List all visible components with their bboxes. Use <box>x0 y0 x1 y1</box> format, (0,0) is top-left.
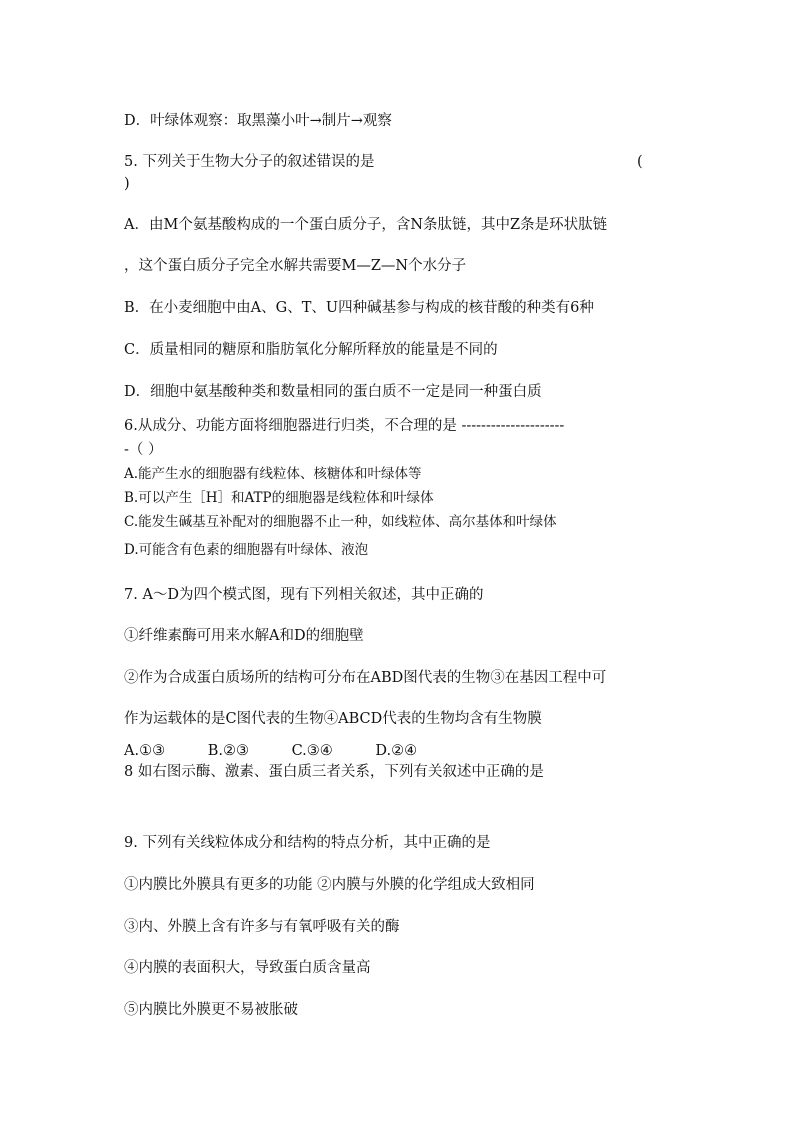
q5-answer-paren-close: ) <box>124 176 130 192</box>
q7-option-a: A.①③ <box>124 743 166 759</box>
q7-item-1: ①纤维素酶可用来水解A和D的细胞壁 <box>124 628 364 644</box>
q7-options <box>124 741 455 761</box>
q6-option-c: C.能发生碱基互补配对的细胞器不止一种，如线粒体、高尔基体和叶绿体 <box>124 514 557 530</box>
q7-item-3-4: 作为运载体的是C图代表的生物④ABCD代表的生物均含有生物膜 <box>124 711 542 727</box>
q9-stem: 9. 下列有关线粒体成分和结构的特点分析，其中正确的是 <box>124 835 491 851</box>
q5-answer-paren-open: ( <box>637 154 643 170</box>
q6-stem-line2: -（ ） <box>124 442 163 458</box>
q9-item-5: ⑤内膜比外膜更不易被胀破 <box>124 1002 298 1018</box>
q6-option-d: D.可能含有色素的细胞器有叶绿体、液泡 <box>124 542 369 558</box>
q6-stem-line1: 6.从成分、功能方面将细胞器进行归类，不合理的是 --------------------- <box>124 418 565 434</box>
q4-option-d: D．叶绿体观察：取黑藻小叶→制片→观察 <box>124 113 392 129</box>
q9-item-4: ④内膜的表面积大，导致蛋白质含量高 <box>124 960 371 976</box>
q7-option-b: B.②③ <box>207 743 249 759</box>
q5-option-a-line1: A．由M个氨基酸构成的一个蛋白质分子，含N条肽链，其中Z条是环状肽链 <box>124 217 608 233</box>
q9-item-1-2: ①内膜比外膜具有更多的功能 ②内膜与外膜的化学组成大致相同 <box>124 877 535 893</box>
q9-item-3: ③内、外膜上含有许多与有氧呼吸有关的酶 <box>124 919 400 935</box>
q5-stem: 5. 下列关于生物大分子的叙述错误的是 <box>124 154 375 170</box>
q7-item-2-3: ②作为合成蛋白质场所的结构可分布在ABD图代表的生物③在基因工程中可 <box>124 670 607 686</box>
q5-option-a-line2: ，这个蛋白质分子完全水解共需要M—Z—N个水分子 <box>124 258 467 274</box>
q7-option-d: D.②④ <box>375 743 418 759</box>
q5-option-d: D．细胞中氨基酸种类和数量相同的蛋白质不一定是同一种蛋白质 <box>124 384 542 400</box>
q7-option-c: C.③④ <box>291 743 333 759</box>
q5-option-b: B．在小麦细胞中由A、G、T、U四种碱基参与构成的核苷酸的种类有6种 <box>124 300 594 316</box>
q8-stem: 8 如右图示酶、激素、蛋白质三者关系，下列有关叙述中正确的是 <box>124 764 544 780</box>
q7-stem: 7. A～D为四个模式图，现有下列相关叙述，其中正确的 <box>124 587 484 603</box>
q5-option-c: C．质量相同的糖原和脂肪氧化分解所释放的能量是不同的 <box>124 342 498 358</box>
q6-option-a: A.能产生水的细胞器有线粒体、核糖体和叶绿体等 <box>124 466 422 482</box>
q6-option-b: B.可以产生［H］和ATP的细胞器是线粒体和叶绿体 <box>124 490 434 506</box>
